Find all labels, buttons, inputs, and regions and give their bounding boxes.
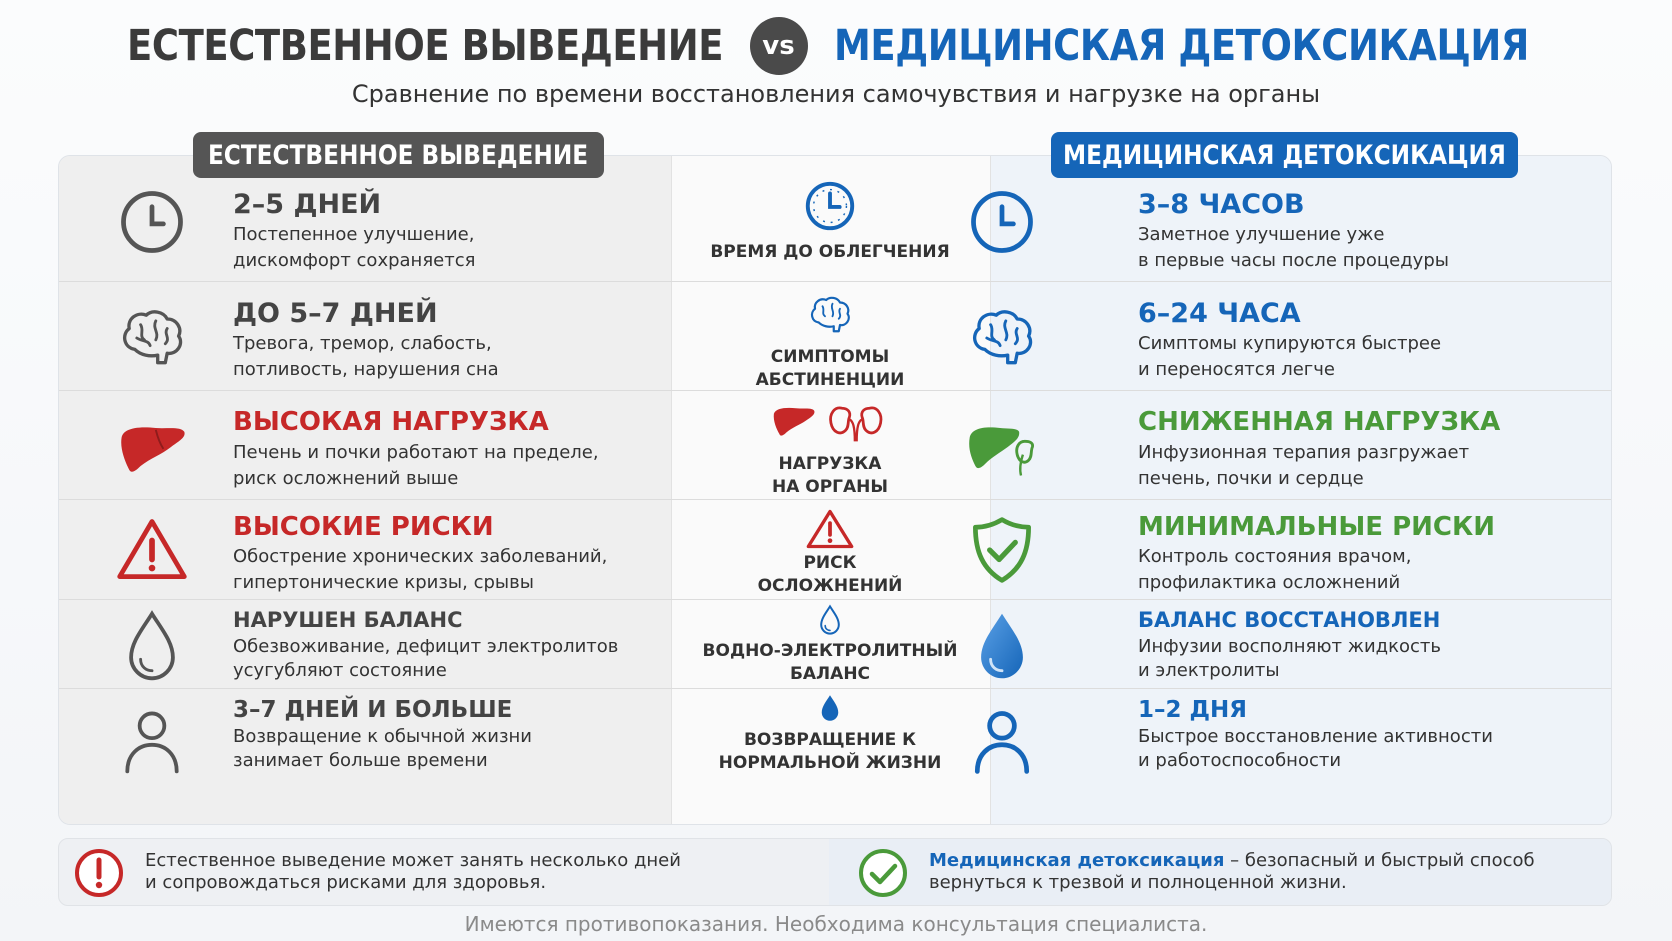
person-icon (112, 701, 192, 781)
natural-head: 2–5 ДНЕЙ (233, 189, 382, 220)
criterion (670, 508, 990, 598)
medical-head: 6–24 ЧАСА (1138, 298, 1301, 329)
natural-desc: дискомфорт сохраняется (233, 250, 476, 271)
row-complications (58, 498, 1612, 598)
natural-head: ВЫСОКАЯ НАГРУЗКА (233, 407, 549, 437)
natural-desc: Обезвоживание, дефицит электролитов (233, 636, 619, 657)
criterion (670, 177, 990, 264)
criterion-label: АБСТИНЕНЦИИ (755, 370, 905, 390)
footer-right-rest: – безопасный и быстрый способ (1224, 850, 1535, 871)
natural-head: 3–7 ДНЕЙ И БОЛЬШЕ (233, 697, 513, 723)
criterion-label: БАЛАНС (789, 664, 871, 684)
medical-desc: и электролиты (1138, 660, 1280, 681)
medical-head: 3–8 ЧАСОВ (1138, 189, 1305, 220)
liver-kidney-icon (962, 407, 1042, 487)
medical-desc: Инфузии восполняют жидкость (1138, 636, 1441, 657)
check-circle-icon (857, 847, 909, 899)
natural-desc: потливость, нарушения сна (233, 359, 499, 380)
medical-column-tag: МЕДИЦИНСКАЯ ДЕТОКСИКАЦИЯ (1051, 132, 1518, 178)
criterion-label: ВРЕМЯ ДО ОБЛЕГЧЕНИЯ (710, 242, 950, 262)
footer-right-text: вернуться к трезвой и полноценной жизни. (929, 872, 1347, 893)
medical-head: СНИЖЕННАЯ НАГРУЗКА (1138, 407, 1501, 437)
natural-desc: риск осложнений выше (233, 468, 459, 489)
criterion-label: ВОЗВРАЩЕНИЕ К (743, 730, 917, 750)
row-organ-load (58, 389, 1612, 498)
summary-footer (58, 838, 1612, 906)
criterion (670, 604, 990, 686)
criterion-label: РИСК (803, 553, 857, 573)
medical-desc: Симптомы купируются быстрее (1138, 333, 1442, 354)
medical-head: МИНИМАЛЬНЫЕ РИСКИ (1138, 512, 1495, 542)
criterion-label: СИМПТОМЫ (770, 347, 890, 367)
medical-desc: в первые часы после процедуры (1138, 250, 1449, 271)
criterion-label: НА ОРГАНЫ (771, 477, 889, 497)
footer-left-text: и сопровождаться рисками для здоровья. (145, 872, 547, 893)
row-withdrawal (58, 280, 1612, 389)
natural-desc: Обострение хронических заболеваний, (233, 546, 608, 567)
subtitle: Сравнение по времени восстановления самочувствия и нагрузке на органы (351, 80, 1321, 108)
medical-desc: профилактика осложнений (1138, 572, 1401, 593)
natural-desc: Возвращение к обычной жизни (233, 726, 532, 747)
natural-head: НАРУШЕН БАЛАНС (233, 608, 463, 632)
liver-kidneys-icon (770, 399, 890, 445)
criterion-label: ОСЛОЖНЕНИЙ (757, 576, 903, 596)
natural-desc: Тревога, тремор, слабость, (233, 333, 492, 354)
warning-icon (112, 510, 192, 590)
medical-desc: Инфузионная терапия разгружает (1138, 442, 1470, 463)
medical-desc: Заметное улучшение уже (1138, 224, 1385, 245)
row-return-to-life (58, 687, 1612, 825)
shield-check-icon (962, 510, 1042, 590)
medical-desc: и работоспособности (1138, 750, 1342, 771)
criterion-label: НОРМАЛЬНОЙ ЖИЗНИ (718, 753, 942, 773)
medical-desc: Быстрое восстановление активности (1138, 726, 1493, 747)
vs-badge: vs (750, 17, 808, 75)
natural-desc: Печень и почки работают на пределе, (233, 442, 599, 463)
drop-icon (815, 693, 845, 723)
criterion-label: НАГРУЗКА (778, 454, 882, 474)
medical-desc: печень, почки и сердце (1138, 468, 1364, 489)
brain-icon (962, 298, 1042, 378)
footer-left-text: Естественное выведение может занять несколько дней (145, 850, 681, 871)
criterion (670, 290, 990, 392)
disclaimer: Имеются противопоказания. Необходима консультация специалиста. (464, 912, 1208, 936)
brain-icon (803, 290, 857, 340)
title-medical: МЕДИЦИНСКАЯ ДЕТОКСИКАЦИЯ (833, 21, 1529, 71)
natural-desc: усугубляют состояние (233, 660, 447, 681)
title-natural: ЕСТЕСТВЕННОЕ ВЫВЕДЕНИЕ (127, 21, 724, 71)
clock-icon (801, 177, 859, 235)
natural-desc: занимает больше времени (233, 750, 488, 771)
person-icon (962, 701, 1042, 781)
drop-icon (814, 604, 846, 636)
liver-icon (112, 407, 192, 487)
criterion-label: ВОДНО-ЭЛЕКТРОЛИТНЫЙ (702, 641, 958, 661)
exclamation-icon (73, 847, 125, 899)
header (0, 14, 1672, 78)
clock-icon (962, 182, 1042, 262)
clock-icon (112, 182, 192, 262)
natural-head: ДО 5–7 ДНЕЙ (233, 298, 438, 329)
drop-icon (962, 606, 1042, 686)
natural-desc: гипертонические кризы, срывы (233, 572, 534, 593)
criterion (670, 399, 990, 499)
medical-head: 1–2 ДНЯ (1138, 697, 1247, 723)
natural-desc: Постепенное улучшение, (233, 224, 475, 245)
natural-column-tag: ЕСТЕСТВЕННОЕ ВЫВЕДЕНИЕ (193, 132, 604, 178)
medical-desc: Контроль состояния врачом, (1138, 546, 1412, 567)
drop-icon (112, 606, 192, 686)
medical-desc: и переносятся легче (1138, 359, 1335, 380)
row-fluid-balance (58, 598, 1612, 687)
natural-head: ВЫСОКИЕ РИСКИ (233, 512, 494, 542)
footer-right-text (929, 850, 1535, 872)
medical-head: БАЛАНС ВОССТАНОВЛЕН (1138, 608, 1441, 632)
criterion (670, 693, 990, 775)
footer-highlight: Медицинская детоксикация (929, 850, 1225, 871)
brain-icon (112, 298, 192, 378)
warning-icon (805, 508, 855, 550)
